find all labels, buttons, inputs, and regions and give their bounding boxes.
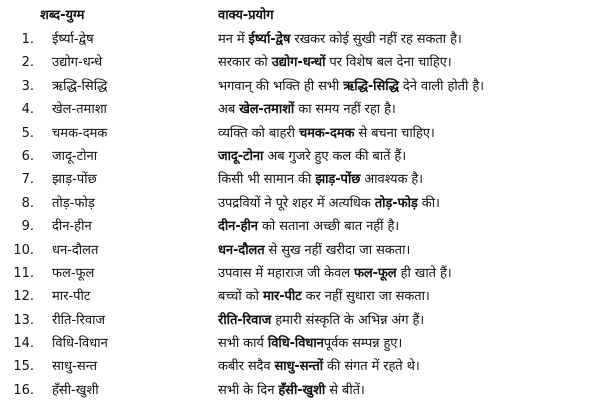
sentence-highlighted-pair: ईर्ष्या-द्वेष <box>248 32 291 47</box>
sentence-text-after: की। <box>417 195 440 211</box>
sentence-text-after: अब गुजरे हुए कल की बातें हैं। <box>263 148 407 164</box>
table-row <box>0 262 592 285</box>
sentence-text-before: अब <box>218 102 240 118</box>
sentence-text-before: सभी के दिन <box>218 382 279 398</box>
word-pair: ईर्ष्या-द्वेष <box>52 32 94 47</box>
table-row <box>0 145 592 168</box>
example-sentence <box>218 309 590 332</box>
sentence-text-before: उपद्रवियों ने पूरे शहर में अत्यधिक <box>218 195 375 211</box>
example-sentence <box>218 215 590 238</box>
example-sentence <box>218 239 590 262</box>
sentence-text-after: से बीतें। <box>325 382 365 398</box>
row-number: 13. <box>13 312 34 328</box>
sentence-text-after: आवश्यक है। <box>360 172 423 188</box>
example-sentence <box>218 355 590 378</box>
sentence-text-after: की संगत में रहते थे। <box>323 359 420 375</box>
example-sentence <box>218 145 590 168</box>
sentence-highlighted-pair: हँसी-खुशी <box>278 382 326 398</box>
sentence-highlighted-pair: फल-फूल <box>353 265 397 281</box>
sentence-text-after: रखकर कोई सुखी नहीं रह सकता है। <box>290 32 462 47</box>
table-row <box>0 309 592 332</box>
row-number: 3. <box>21 78 34 94</box>
word-pair: फल-फूल <box>52 265 95 281</box>
sentence-text-before: सरकार को <box>218 55 272 71</box>
word-pair: दीन-हीन <box>52 219 92 235</box>
example-sentence <box>218 285 590 308</box>
sentence-highlighted-pair: जादू-टोना <box>218 148 264 164</box>
sentence-highlighted-pair: झाड़-पोंछ <box>315 172 361 188</box>
row-number: 11. <box>13 265 34 281</box>
sentence-text-before: उपवास में महाराज जी केवल <box>218 265 354 281</box>
row-number: 8. <box>21 195 34 211</box>
row-number: 14. <box>13 336 34 352</box>
row-number: 9. <box>21 219 34 235</box>
column-heading-word-pair: शब्द-युग्म <box>40 8 85 23</box>
word-pair: उद्योग-धन्धे <box>52 55 103 71</box>
sentence-text-before: कबीर सदैव <box>218 359 275 375</box>
word-pair: साधु-सन्त <box>52 359 98 375</box>
sentence-text-after: से बचना चाहिए। <box>354 125 435 141</box>
word-pair: जादू-टोना <box>52 148 98 164</box>
example-sentence <box>218 122 590 145</box>
table-row <box>0 332 592 355</box>
word-pair: चमक-दमक <box>52 125 108 141</box>
table-row <box>0 215 592 238</box>
row-number: 7. <box>21 172 34 188</box>
word-pair: ऋद्धि-सिद्धि <box>52 78 108 94</box>
sentence-text-before: सभी कार्य <box>218 336 268 352</box>
sentence-text-before: बच्चों को <box>218 289 263 305</box>
sentence-text-after: हमारी संस्कृति के अभिन्न अंग हैं। <box>271 312 425 328</box>
sentence-highlighted-pair: साधु-सन्तों <box>274 359 323 375</box>
row-number: 4. <box>21 102 34 118</box>
row-number: 15. <box>13 359 34 375</box>
row-number: 16. <box>13 382 34 398</box>
word-pair: धन-दौलत <box>52 242 99 258</box>
sentence-text-before: मन में <box>218 32 249 47</box>
sentence-text-after: ही खाते हैं। <box>396 265 452 281</box>
sentence-text-after: कर नहीं सुधारा जा सकता। <box>301 289 430 305</box>
table-header <box>0 4 592 28</box>
word-pair: झाड़-पोंछ <box>52 172 97 188</box>
table-row <box>0 98 592 121</box>
sentence-highlighted-pair: विधि-विधान <box>267 336 324 352</box>
table-row <box>0 28 592 51</box>
sentence-text-after: देने वाली होती है। <box>398 78 484 94</box>
word-pair: तोड़-फोड़ <box>52 195 95 211</box>
word-pair: विधि-विधान <box>52 336 108 352</box>
example-sentence <box>218 98 590 121</box>
sentence-highlighted-pair: खेल-तमाशों <box>239 102 295 118</box>
table-row <box>0 355 592 378</box>
sentence-highlighted-pair: दीन-हीन <box>218 219 258 235</box>
sentence-text-after: का समय नहीं रहा है। <box>294 102 396 118</box>
sentence-highlighted-pair: चमक-दमक <box>298 125 355 141</box>
sentence-highlighted-pair: रीति-रिवाज <box>218 312 272 328</box>
sentence-highlighted-pair: ऋद्धि-सिद्धि <box>343 78 399 94</box>
word-pair: खेल-तमाशा <box>52 102 107 118</box>
sentence-text-after: को सताना अच्छी बात नहीं है। <box>257 219 400 235</box>
example-sentence <box>218 379 590 402</box>
example-sentence <box>218 332 590 355</box>
table-row <box>0 239 592 262</box>
column-heading-sentence-usage: वाक्य-प्रयोग <box>218 8 274 23</box>
table-row <box>0 285 592 308</box>
example-sentence <box>218 262 590 285</box>
example-sentence <box>218 75 590 98</box>
sentence-highlighted-pair: धन-दौलत <box>218 242 265 258</box>
sentence-highlighted-pair: उद्योग-धन्धों <box>271 55 326 71</box>
sentence-text-before: किसी भी सामान की <box>218 172 316 188</box>
table-row <box>0 168 592 191</box>
example-sentence <box>218 28 590 51</box>
sentence-text-before: व्यक्ति को बाहरी <box>218 125 299 141</box>
word-pair-list <box>0 28 592 402</box>
example-sentence <box>218 168 590 191</box>
table-row <box>0 192 592 215</box>
example-sentence <box>218 51 590 74</box>
example-sentence <box>218 192 590 215</box>
row-number: 5. <box>21 125 34 141</box>
table-row <box>0 379 592 402</box>
table-row <box>0 51 592 74</box>
row-number: 2. <box>21 55 34 71</box>
sentence-text-after: पूर्वक सम्पन्न हुए। <box>323 336 403 352</box>
sentence-highlighted-pair: मार-पीट <box>262 289 302 305</box>
word-pair: मार-पीट <box>52 289 91 305</box>
row-number: 6. <box>21 148 34 164</box>
word-pair: रीति-रिवाज <box>52 312 106 328</box>
sentence-text-after: से सुख नहीं खरीदा जा सकता। <box>264 242 411 258</box>
row-number: 10. <box>13 242 34 258</box>
table-row <box>0 122 592 145</box>
row-number: 1. <box>21 32 34 47</box>
sentence-text-before: भगवान् की भक्ति ही सभी <box>218 78 344 94</box>
word-pair: हँसी-खुशी <box>52 382 99 398</box>
sentence-highlighted-pair: तोड़-फोड़ <box>374 195 418 211</box>
sentence-text-after: पर विशेष बल देना चाहिए। <box>325 55 452 71</box>
table-row <box>0 75 592 98</box>
row-number: 12. <box>13 289 34 305</box>
